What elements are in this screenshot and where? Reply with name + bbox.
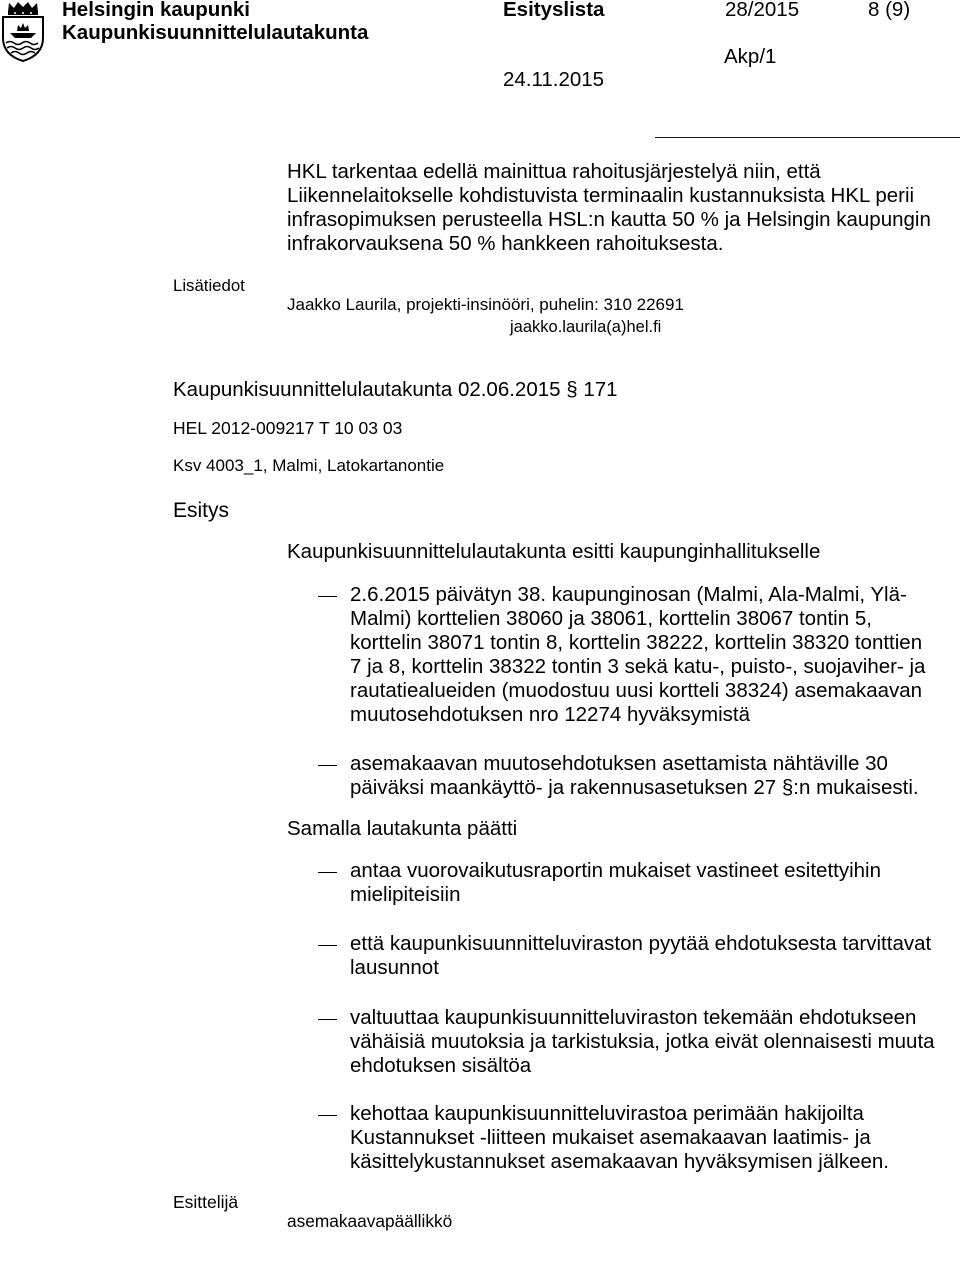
paragraph-line: HKL tarkentaa edellä mainittua rahoitusjärjestelyä niin, että <box>287 160 821 183</box>
decision-subject: Ksv 4003_1, Malmi, Latokartanontie <box>173 456 445 475</box>
additional-info-label: Lisätiedot <box>173 276 245 295</box>
dash-bullet <box>318 1115 337 1116</box>
page-number: 8 (9) <box>868 0 911 21</box>
list-item-line: Kustannukset -liitteen mukaiset asemakaavan laatimis- ja <box>350 1126 871 1149</box>
paragraph-line: infrasopimuksen perusteella HSL:n kautta 50 % ja Helsingin kaupungin <box>287 208 931 231</box>
committee-name: Kaupunkisuunnittelulautakunta <box>62 21 369 44</box>
list-item-line: mielipiteisiin <box>350 883 461 906</box>
dash-bullet <box>318 596 337 597</box>
header-rule <box>655 137 960 138</box>
proposal-label: Esitys <box>173 499 230 522</box>
intro-paragraph <box>287 160 931 256</box>
list-item-line: kehottaa kaupunkisuunnitteluvirastoa perimään hakijoilta <box>350 1102 864 1125</box>
list-item-line: 7 ja 8, korttelin 38322 tontin 3 sekä katu-, puisto-, suojaviher- ja <box>350 655 926 678</box>
list-item-line: 2.6.2015 päivätyn 38. kaupunginosan (Malmi, Ala-Malmi, Ylä- <box>350 583 907 606</box>
list-item <box>350 583 925 727</box>
dash-bullet <box>318 945 337 946</box>
list-item-line: päiväksi maankäyttö- ja rakennusasetuksen 27 §:n mukaisesti. <box>350 776 919 799</box>
presenter-label: Esittelijä <box>173 1192 239 1212</box>
contact-person: Jaakko Laurila, projekti-insinööri, puhelin: 310 22691 <box>287 295 684 314</box>
presenter-title: asemakaavapäällikkö <box>287 1211 453 1231</box>
paragraph-line: infrakorvauksena 50 % hankkeen rahoituksesta. <box>287 232 724 255</box>
list-item-line: että kaupunkisuunnitteluviraston pyytää ehdotuksesta tarvittavat <box>350 932 932 955</box>
list-item <box>350 1102 889 1174</box>
list-item-line: muutosehdotuksen nro 12274 hyväksymistä <box>350 703 750 726</box>
list-item-line: ehdotuksen sisältöa <box>350 1054 532 1077</box>
list-item-line: korttelin 38071 tontin 8, korttelin 38222, korttelin 38320 tonttien <box>350 631 923 654</box>
city-crest-icon <box>0 0 46 62</box>
resolution-heading: Samalla lautakunta päätti <box>287 817 518 840</box>
list-item <box>350 752 919 800</box>
document-number: 28/2015 <box>725 0 800 21</box>
dash-bullet <box>318 765 337 766</box>
list-item-line: valtuuttaa kaupunkisuunnitteluviraston tekemään ehdotukseen <box>350 1006 917 1029</box>
file-reference: HEL 2012-009217 T 10 03 03 <box>173 418 403 438</box>
list-item <box>350 859 881 907</box>
proposal-intro: Kaupunkisuunnittelulautakunta esitti kaupunginhallitukselle <box>287 540 821 563</box>
list-item-line: käsittelykustannukset asemakaavan hyväksymisen jälkeen. <box>350 1150 889 1173</box>
contact-email: jaakko.laurila(a)hel.fi <box>510 318 662 336</box>
list-item-line: Malmi) korttelien 38060 ja 38061, korttelin 38067 tontin 5, <box>350 607 872 630</box>
decision-heading: Kaupunkisuunnittelulautakunta 02.06.2015 § 171 <box>173 378 618 401</box>
list-item-line: antaa vuorovaikutusraportin mukaiset vastineet esitettyihin <box>350 859 882 882</box>
paragraph-line: Liikennelaitokselle kohdistuvista terminaalin kustannuksista HKL perii <box>287 184 915 207</box>
list-item-line: vähäisiä muutoksia ja tarkistuksia, jotka eivät olennaisesti muuta <box>350 1030 935 1053</box>
list-item-line: rautatiealueiden (muodostuu uusi kortteli 38324) asemakaavan <box>350 679 923 702</box>
document-type: Esityslista <box>503 0 605 21</box>
list-item-line: asemakaavan muutosehdotuksen asettamista nähtäville 30 <box>350 752 888 775</box>
list-item <box>350 1006 935 1078</box>
list-item-line: lausunnot <box>350 956 439 979</box>
dash-bullet <box>318 1019 337 1020</box>
list-item <box>350 932 931 980</box>
dash-bullet <box>318 872 337 873</box>
document-date: 24.11.2015 <box>503 68 605 91</box>
organization-name: Helsingin kaupunki <box>62 0 250 21</box>
item-code: Akp/1 <box>724 45 777 68</box>
